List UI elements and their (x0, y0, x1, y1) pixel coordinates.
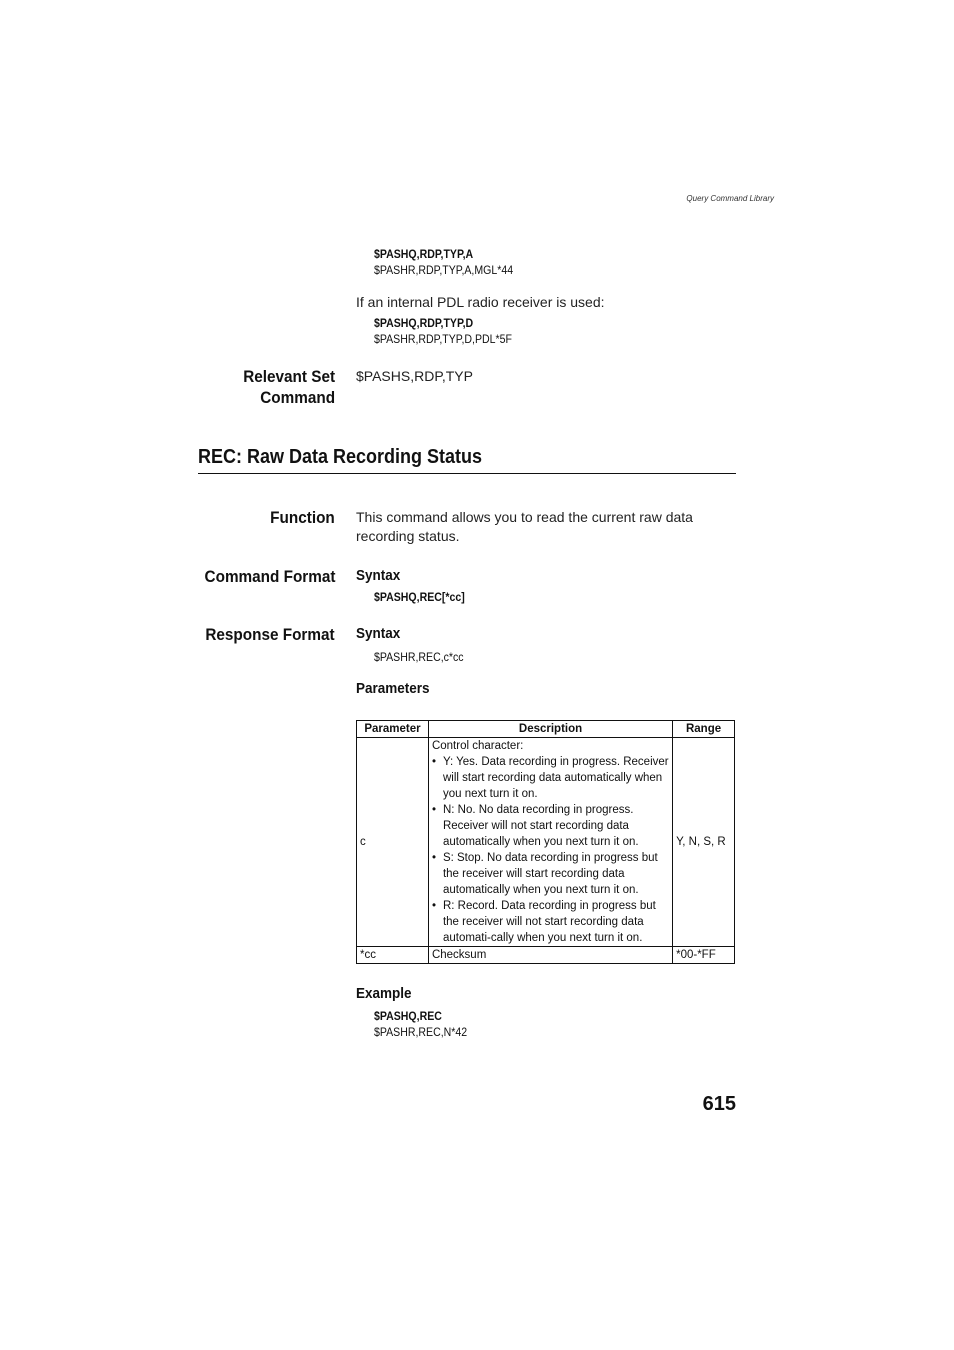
param-cell: c (357, 738, 429, 947)
relevant-set-command-value: $PASHS,RDP,TYP (356, 368, 473, 384)
column-header-range: Range (673, 721, 735, 738)
pdl-note: If an internal PDL radio receiver is used: (356, 294, 605, 310)
column-header-parameter: Parameter (357, 721, 429, 738)
range-cell: *00-*FF (673, 947, 735, 964)
range-cell: Y, N, S, R (673, 738, 735, 947)
command-syntax-label: Syntax (356, 567, 401, 584)
bullet-item-r: • R: Record. Data recording in progress but the receiver will not start recording data automati-cally when you next turn it on. (432, 898, 669, 946)
parameters-table (356, 720, 735, 964)
command-format-heading: Command Format (204, 567, 335, 586)
table-row (357, 947, 735, 964)
command-syntax: $PASHQ,REC[*cc] (374, 590, 465, 604)
response-format-heading: Response Format (205, 625, 335, 644)
bullet-item-y: • Y: Yes. Data recording in progress. Receiver will start recording data automatically when you next turn it on. (432, 754, 669, 802)
relevant-set-heading-line1: Relevant Set (243, 367, 335, 386)
relevant-set-command-heading (243, 366, 335, 408)
running-head: Query Command Library (686, 194, 774, 203)
param-cell: *cc (357, 947, 429, 964)
function-description (356, 508, 693, 546)
response-typ-d: $PASHR,RDP,TYP,D,PDL*5F (374, 332, 512, 346)
table-header-row (357, 721, 735, 738)
function-heading: Function (270, 508, 335, 527)
function-description-line1: This command allows you to read the current raw data (356, 509, 693, 525)
response-typ-a: $PASHR,RDP,TYP,A,MGL*44 (374, 263, 514, 277)
description-cell (428, 738, 672, 947)
bullet-list (432, 754, 669, 946)
column-header-description: Description (428, 721, 672, 738)
table-row (357, 738, 735, 947)
parameters-label: Parameters (356, 680, 430, 697)
relevant-set-heading-line2: Command (260, 388, 335, 407)
description-cell: Checksum (428, 947, 672, 964)
example-response: $PASHR,REC,N*42 (374, 1025, 468, 1039)
example-label: Example (356, 985, 412, 1002)
query-command-typ-a: $PASHQ,RDP,TYP,A (374, 247, 474, 261)
description-intro: Control character: (431, 740, 524, 752)
bullet-item-s: • S: Stop. No data recording in progress but the receiver will start recording data automatically when you next turn it on. (432, 850, 669, 898)
example-command: $PASHQ,REC (374, 1009, 442, 1023)
bullet-item-n: • N: No. No data recording in progress. Receiver will not start recording data automatically when you next turn it on. (432, 802, 669, 850)
response-syntax-label: Syntax (356, 625, 401, 642)
page-number: 615 (702, 1093, 736, 1115)
query-command-typ-d: $PASHQ,RDP,TYP,D (374, 316, 474, 330)
section-title: REC: Raw Data Recording Status (198, 446, 483, 468)
function-description-line2: recording status. (356, 528, 460, 544)
response-syntax: $PASHR,REC,c*cc (374, 650, 464, 664)
section-divider (198, 473, 736, 474)
